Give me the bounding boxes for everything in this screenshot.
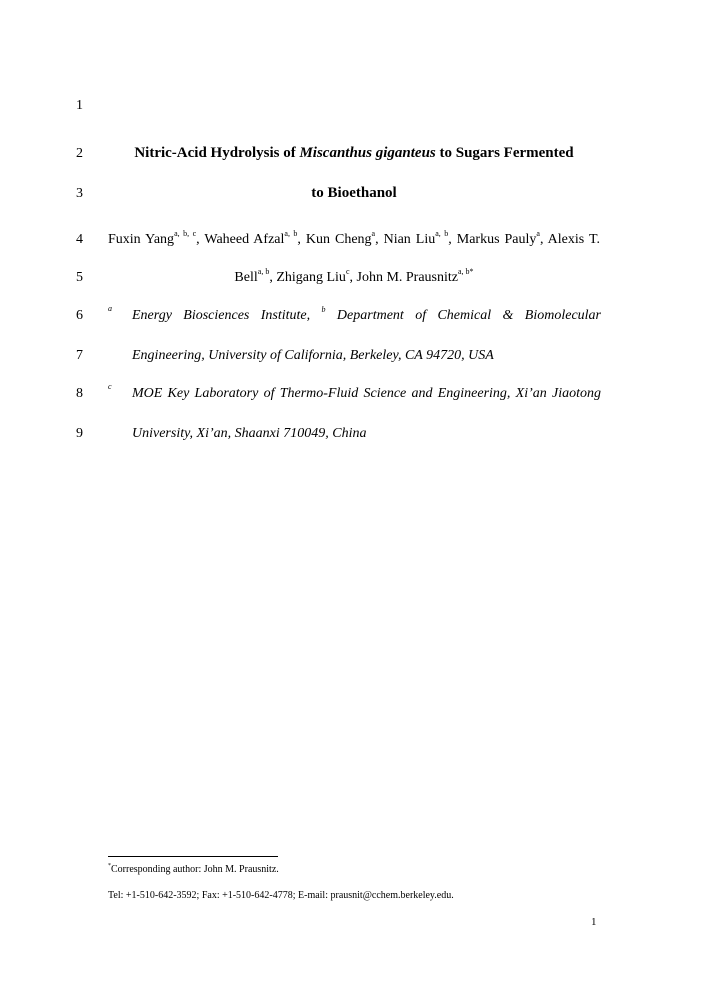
affiliation-sup: c (345, 267, 350, 277)
footnote-corresponding (108, 864, 279, 876)
line-number: 6 (76, 308, 83, 323)
footnote-text: Corresponding author: John M. Prausnitz. (111, 864, 279, 875)
title-text: to Bioethanol (311, 185, 397, 201)
title-species: Miscanthus giganteus (299, 145, 436, 161)
affiliation-sup: a, b (257, 267, 270, 277)
affiliation-text (132, 305, 601, 324)
author-line2 (108, 267, 600, 286)
affiliation-sup: a, b (284, 229, 298, 239)
author-name: , Zhigang Liu (269, 270, 346, 285)
line-number: 2 (76, 146, 83, 161)
affiliation-text: MOE Key Laboratory of Thermo-Fluid Science and Engineering, Xi’an Jiaotong (132, 386, 601, 401)
affiliation-sup: a, b* (458, 267, 474, 277)
affiliation-a-line1 (132, 305, 601, 324)
line-number: 3 (76, 186, 83, 201)
author-name: , Markus Pauly (448, 232, 537, 247)
affiliation-sup: a (536, 229, 540, 239)
line-number: 1 (76, 98, 83, 113)
author-line1 (108, 229, 600, 248)
affiliation-sup: a, b (435, 229, 449, 239)
line-number: 9 (76, 426, 83, 441)
footnote-mark: * (108, 862, 111, 869)
footnote-rule (108, 856, 278, 857)
author-name: Fuxin Yang (108, 232, 175, 247)
paper-title-line1 (108, 145, 600, 161)
paper-title-line2 (108, 185, 600, 201)
line-number: 7 (76, 348, 83, 363)
author-name: , John M. Prausnitz (349, 270, 458, 285)
affiliation-mark: b (321, 305, 326, 315)
affiliation-part: Energy Biosciences Institute, (132, 308, 322, 323)
page-number: 1 (591, 916, 597, 928)
affiliation-mark: c (108, 382, 112, 391)
footnote-contact: Tel: +1-510-642-3592; Fax: +1-510-642-4778; E-mail: prausnit@cchem.berkeley.edu. (108, 890, 454, 901)
author-name: , Alexis T. (539, 232, 600, 247)
line-number: 8 (76, 386, 83, 401)
affiliation-sup: a (371, 229, 376, 239)
author-name: , Nian Liu (375, 232, 436, 247)
title-text: Nitric-Acid Hydrolysis of (134, 145, 300, 161)
affiliation-c-line2: University, Xi’an, Shaanxi 710049, China (132, 426, 367, 441)
affiliation-part: Department of Chemical & Biomolecular (325, 308, 601, 323)
line-number: 4 (76, 232, 83, 247)
affiliation-c-line1 (132, 386, 601, 402)
affiliation-a-line2: Engineering, University of California, Berkeley, CA 94720, USA (132, 348, 494, 363)
author-name: , Waheed Afzal (196, 232, 285, 247)
title-text: to Sugars Fermented (435, 145, 574, 161)
author-name: Bell (234, 270, 258, 285)
author-name: , Kun Cheng (297, 232, 372, 247)
author-list (108, 229, 600, 248)
line-number: 5 (76, 270, 83, 285)
affiliation-mark: a (108, 304, 112, 313)
affiliation-sup: a, b, c (174, 229, 197, 239)
